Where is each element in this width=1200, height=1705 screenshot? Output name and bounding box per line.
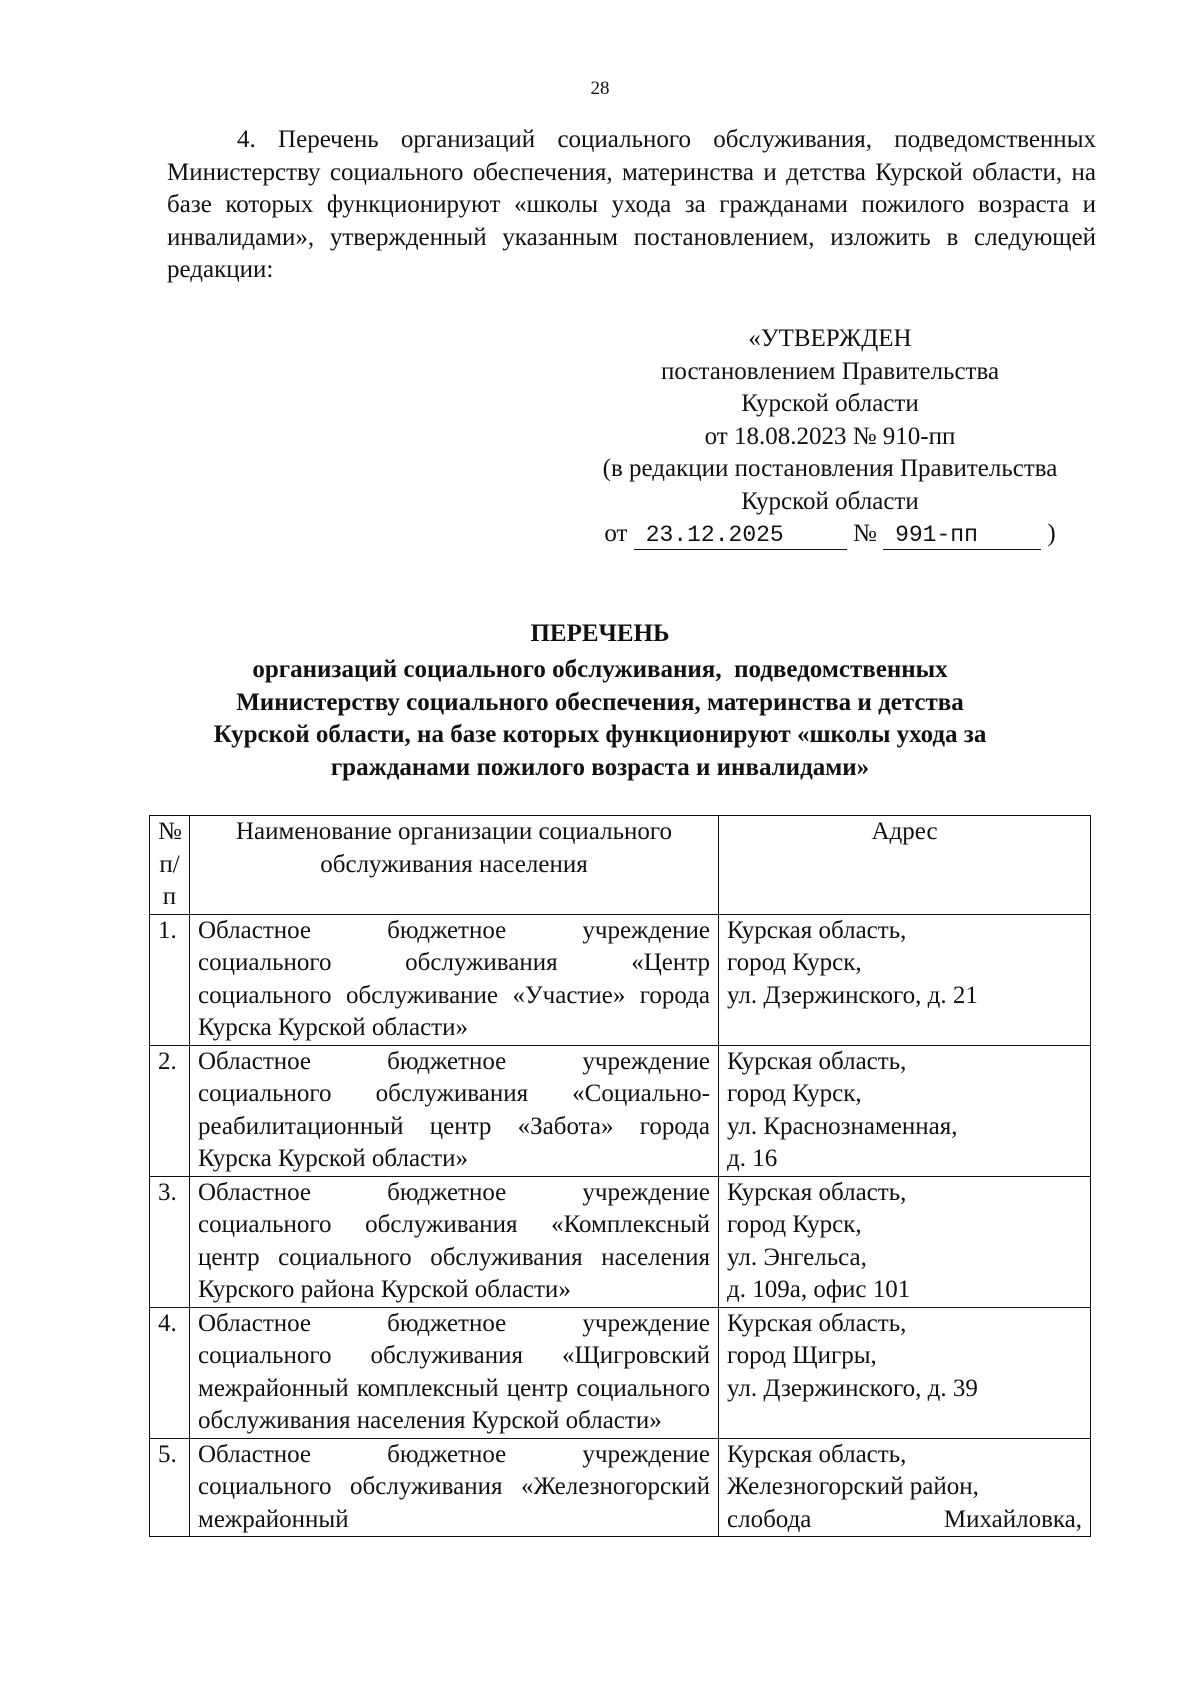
- address-line: Курская область,: [727, 1178, 907, 1206]
- address-line: ул. Дзержинского, д. 39: [727, 1374, 978, 1402]
- org-address: [719, 1438, 1091, 1537]
- row-number: 3.: [150, 1176, 190, 1307]
- approval-line-revision: (в редакции постановления Правительства: [602, 455, 1058, 482]
- org-name: Областное бюджетное учреждение социального обслуживания «Комплексный центр социального обслуживания населения Курского района Курской области»: [190, 1176, 719, 1307]
- address-line: ул. Энгельса,: [727, 1243, 867, 1271]
- row-number: 4.: [150, 1307, 190, 1438]
- org-name: Областное бюджетное учреждение социального обслуживания «Железногорский межрайонный: [190, 1438, 719, 1537]
- revision-number-field: 991-пп: [883, 521, 1041, 550]
- title-line-4: гражданами пожилого возраста и инвалидами»: [330, 753, 870, 781]
- approval-line-region: Курской области: [741, 390, 919, 417]
- approval-heading: «УТВЕРЖДЕН: [748, 325, 912, 352]
- org-address: [719, 1307, 1091, 1438]
- header-address: Адрес: [719, 816, 1091, 915]
- approval-line-original-date: от 18.08.2023 № 910-пп: [704, 422, 956, 450]
- closing-bracket: ): [1047, 520, 1056, 547]
- approval-line-decree: постановлением Правительства: [660, 357, 1000, 385]
- intro-paragraph: [167, 124, 1096, 287]
- address-line: Железногорский район,: [727, 1473, 979, 1500]
- from-label: от: [604, 520, 628, 547]
- organizations-table: [149, 815, 1091, 1537]
- table-row: [150, 1438, 1091, 1537]
- org-name: Областное бюджетное учреждение социального обслуживания «Щигровский межрайонный комплексный центр социального обслуживания населения Курской области»: [190, 1307, 719, 1438]
- org-address: [719, 1176, 1091, 1307]
- address-line: Курская область,: [727, 1047, 907, 1075]
- table-row: [150, 1176, 1091, 1307]
- row-number: 5.: [150, 1438, 190, 1537]
- org-name: Областное бюджетное учреждение социального обслуживания «Социально-реабилитационный центр «Забота» города Курска Курской области»: [190, 1045, 719, 1176]
- header-num: [150, 816, 190, 915]
- title-main: ПЕРЕЧЕНЬ: [530, 620, 670, 647]
- org-name: Областное бюджетное учреждение социального обслуживания «Центр социального обслуживание «Участие» города Курска Курской области»: [190, 914, 719, 1045]
- address-line: Курская область,: [727, 1440, 907, 1468]
- table-header-row: [150, 816, 1091, 915]
- revision-date-field: 23.12.2025: [634, 521, 847, 550]
- address-line: д. 109а, офис 101: [727, 1276, 911, 1303]
- table-row: [150, 1307, 1091, 1438]
- address-line: слобода Михайловка,: [727, 1505, 1082, 1533]
- approval-line-region-2: Курской области: [741, 487, 919, 515]
- address-line: д. 16: [727, 1145, 778, 1172]
- address-line: город Курск,: [727, 949, 862, 976]
- address-line: ул. Дзержинского, д. 21: [727, 981, 978, 1009]
- title-line-2: Министерству социального обеспечения, материнства и детства: [236, 688, 964, 716]
- title-line-3: Курской области, на базе которых функционируют «школы ухода за: [213, 721, 987, 748]
- address-line: город Курск,: [727, 1211, 862, 1238]
- intro-text: 4. Перечень организаций социального обслуживания, подведомственных Министерству социального обеспечения, материнства и детства Курской области, на базе которых функционируют «школы ухода за гражданами пожилого возраста и инвалидами», утвержденный указанным постановлением, изложить в следующей редакции:: [167, 126, 1096, 283]
- table-row: [150, 914, 1091, 1045]
- row-number: 1.: [150, 914, 190, 1045]
- org-address: [719, 1045, 1091, 1176]
- address-line: Курская область,: [727, 1309, 907, 1337]
- table-row: [150, 1045, 1091, 1176]
- address-line: Курская область,: [727, 916, 907, 944]
- header-name: Наименование организации социального обслуживания населения: [190, 816, 719, 915]
- title-line-1: организаций социального обслуживания, подведомственных: [252, 656, 948, 683]
- page-number: 28: [590, 78, 610, 99]
- approval-revision-date-line: [560, 518, 1100, 551]
- org-address: [719, 914, 1091, 1045]
- page-left-edge: [0, 0, 2, 1705]
- address-line: город Щигры,: [727, 1342, 877, 1369]
- document-title: [120, 614, 1080, 784]
- number-label: №: [852, 520, 877, 547]
- header-num-line-1: №: [158, 818, 182, 845]
- address-line: ул. Краснознаменная,: [727, 1112, 958, 1140]
- row-number: 2.: [150, 1045, 190, 1176]
- approval-stamp-block: [560, 323, 1100, 551]
- header-num-line-2: п/п: [159, 850, 180, 910]
- address-line: город Курск,: [727, 1080, 862, 1107]
